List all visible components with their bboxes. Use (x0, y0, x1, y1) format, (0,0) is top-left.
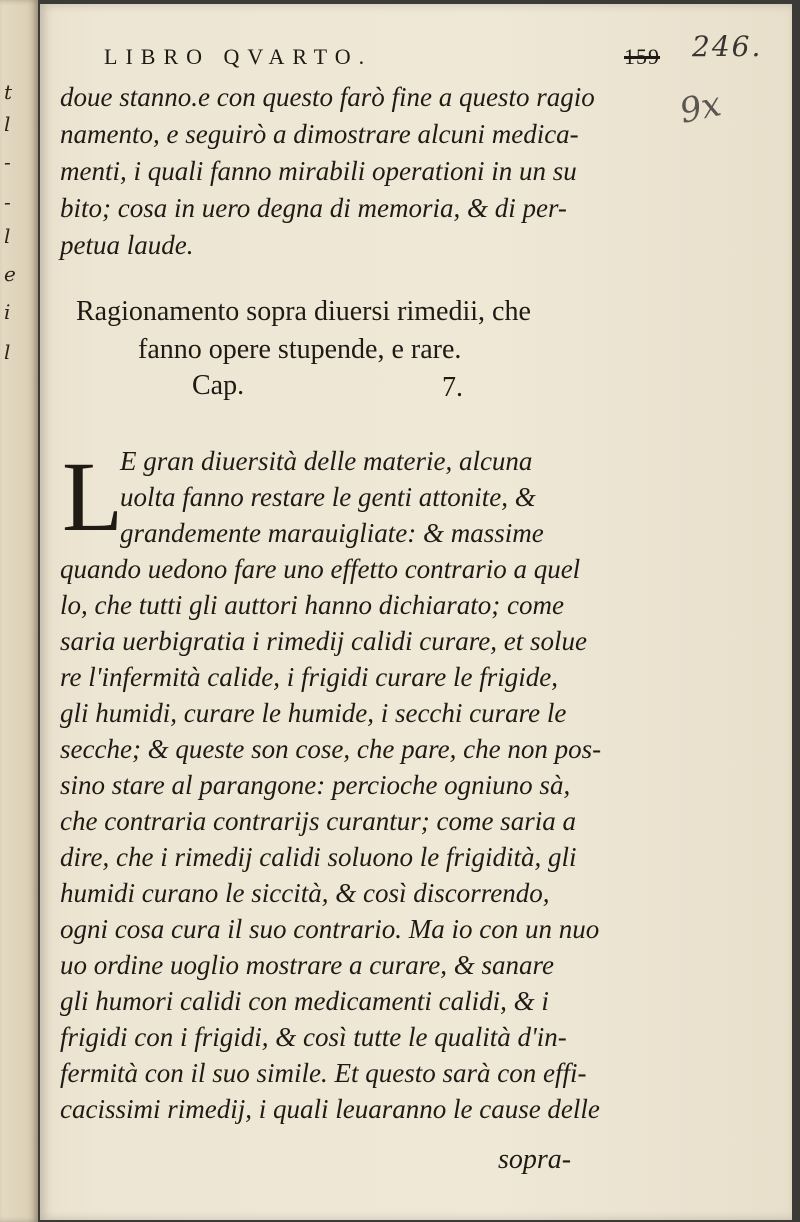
chapter-number: 7. (442, 372, 463, 403)
prev-page-mark: l (4, 112, 11, 136)
body-line: lo, che tutti gli auttori hanno dichiarato; come (60, 590, 564, 620)
intro-line: doue stanno.e con questo farò fine a questo ragio (60, 82, 595, 112)
chapter-heading-line: fanno opere stupende, e rare. (138, 334, 462, 365)
prev-page-mark: - (4, 190, 11, 214)
margin-annotation: 9x (676, 84, 725, 132)
body-line: gli humori calidi con medicamenti calidi, & i (60, 986, 549, 1016)
prev-page-mark: i (4, 300, 11, 324)
catchword: sopra- (498, 1144, 572, 1175)
body-line: gli humidi, curare le humide, i secchi curare le (60, 698, 567, 728)
body-line: dire, che i rimedij calidi soluono le frigidità, gli (60, 842, 577, 872)
chapter-heading-line: Ragionamento sopra diuersi rimedii, che (76, 296, 531, 327)
drop-cap: L (62, 441, 124, 552)
prev-page-mark: l (4, 340, 11, 364)
body-line: humidi curano le siccità, & così discorrendo, (60, 878, 550, 908)
body-line: ogni cosa cura il suo contrario. Ma io con un nuo (60, 914, 600, 944)
prev-page-mark: t (4, 80, 13, 104)
page-header (104, 30, 763, 80)
intro-line: menti, i quali fanno mirabili operationi in un su (60, 156, 577, 186)
prev-page-mark: l (4, 224, 11, 248)
prev-page-mark: e (4, 262, 16, 286)
running-head: LIBRO QVARTO. (104, 44, 373, 69)
body-line: E gran diuersità delle materie, alcuna (120, 446, 533, 476)
intro-line: bito; cosa in uero degna di memoria, & di per- (60, 193, 567, 223)
body-line: saria uerbigratia i rimedij calidi curare, et solue (60, 626, 587, 656)
struck-folio-number: 159 (624, 44, 660, 69)
intro-line: petua laude. (60, 230, 194, 260)
body-line: sino stare al parangone: percioche ogniuno sà, (60, 770, 571, 800)
body-line: fermità con il suo simile. Et questo sarà con effi- (60, 1058, 587, 1088)
body-line: uo ordine uoglio mostrare a curare, & sanare (60, 950, 554, 980)
intro-line: namento, e seguirò a dimostrare alcuni medica- (60, 119, 579, 149)
book-page (40, 4, 792, 1220)
body-line: grandemente marauigliate: & massime (120, 518, 544, 548)
handwritten-folio-number: 246. (692, 30, 763, 63)
body-line: secche; & queste son cose, che pare, che non pos- (60, 734, 602, 764)
body-line: che contraria contrarijs curantur; come saria a (60, 806, 576, 836)
body-line: quando uedono fare uno effetto contrario a quel (60, 554, 581, 584)
body-line: cacissimi rimedij, i quali leuaranno le cause delle (60, 1094, 600, 1124)
body-line: frigidi con i frigidi, & così tutte le qualità d'in- (60, 1022, 567, 1052)
body-line: re l'infermità calide, i frigidi curare le frigide, (60, 662, 558, 692)
prev-page-mark: - (4, 150, 11, 174)
chapter-label: Cap. (192, 370, 245, 401)
previous-page-edge (0, 0, 38, 1222)
body-line: uolta fanno restare le genti attonite, & (120, 482, 536, 512)
